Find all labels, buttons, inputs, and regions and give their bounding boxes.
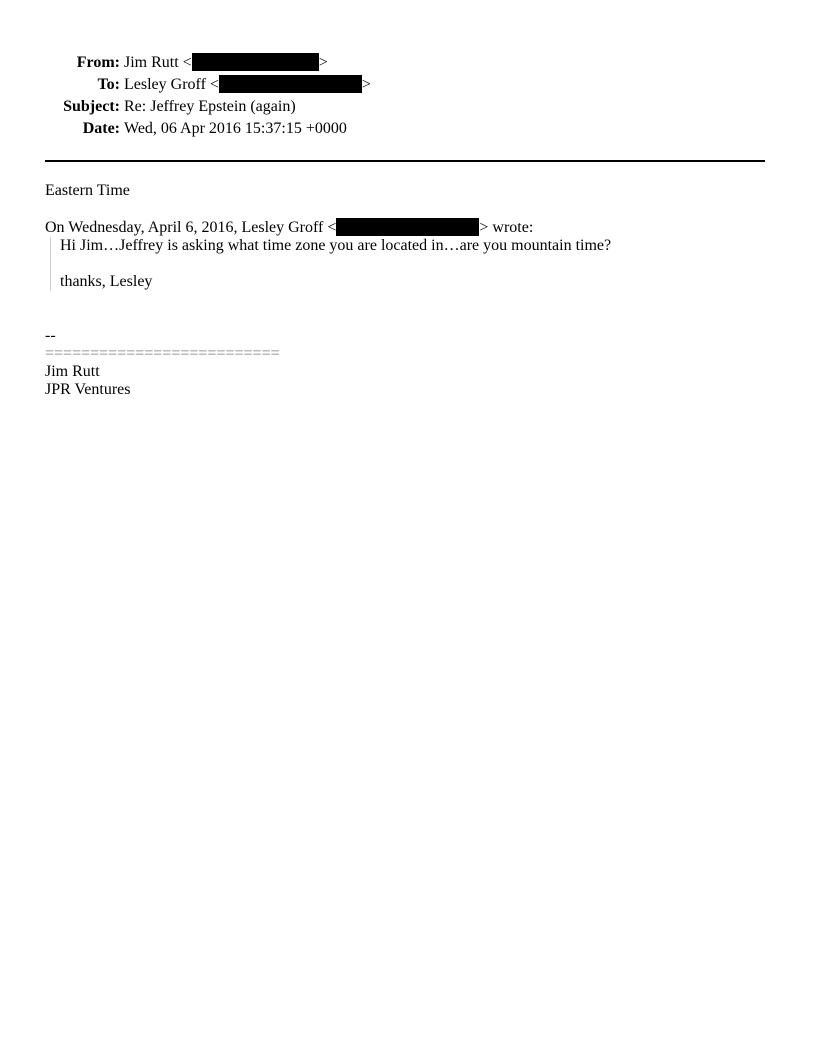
signature-name: Jim Rutt: [45, 363, 100, 380]
date-value: Wed, 06 Apr 2016 15:37:15 +0000: [124, 120, 347, 137]
quote-attribution: [45, 218, 765, 237]
subject-label: Subject:: [63, 98, 120, 115]
email-body: [45, 182, 765, 399]
signature-company: JPR Ventures: [45, 381, 131, 398]
date-label: Date:: [82, 120, 120, 137]
to-label: To:: [97, 76, 120, 93]
header-divider: [45, 160, 765, 162]
quote-line: Hi Jim…Jeffrey is asking what time zone you are located in…are you mountain time?: [60, 237, 612, 254]
quote-intro-after: > wrote:: [479, 219, 534, 236]
from-label: From:: [76, 54, 120, 71]
reply-text: Eastern Time: [45, 182, 130, 199]
redaction-box: [192, 53, 319, 71]
from-close: >: [318, 54, 328, 71]
from-value: [124, 53, 328, 72]
quote-intro-before: On Wednesday, April 6, 2016, Lesley Groff <: [45, 219, 337, 236]
quote-line: thanks, Lesley: [60, 273, 153, 290]
to-name: Lesley Groff <: [124, 76, 219, 93]
date-row: [0, 119, 816, 141]
quoted-message: [50, 237, 765, 291]
to-row: [0, 75, 816, 97]
from-row: [0, 53, 816, 75]
signature-separator: ==========================: [45, 345, 280, 362]
to-value: [124, 75, 371, 94]
redaction-box: [219, 75, 362, 93]
signature-dashes: --: [45, 327, 56, 344]
signature: [45, 327, 765, 399]
subject-row: [0, 97, 816, 119]
subject-value: Re: Jeffrey Epstein (again): [124, 98, 296, 115]
from-name: Jim Rutt <: [124, 54, 192, 71]
redaction-box: [336, 218, 479, 236]
quote-spacer: [60, 255, 765, 273]
to-close: >: [361, 76, 371, 93]
email-header: [0, 53, 816, 141]
